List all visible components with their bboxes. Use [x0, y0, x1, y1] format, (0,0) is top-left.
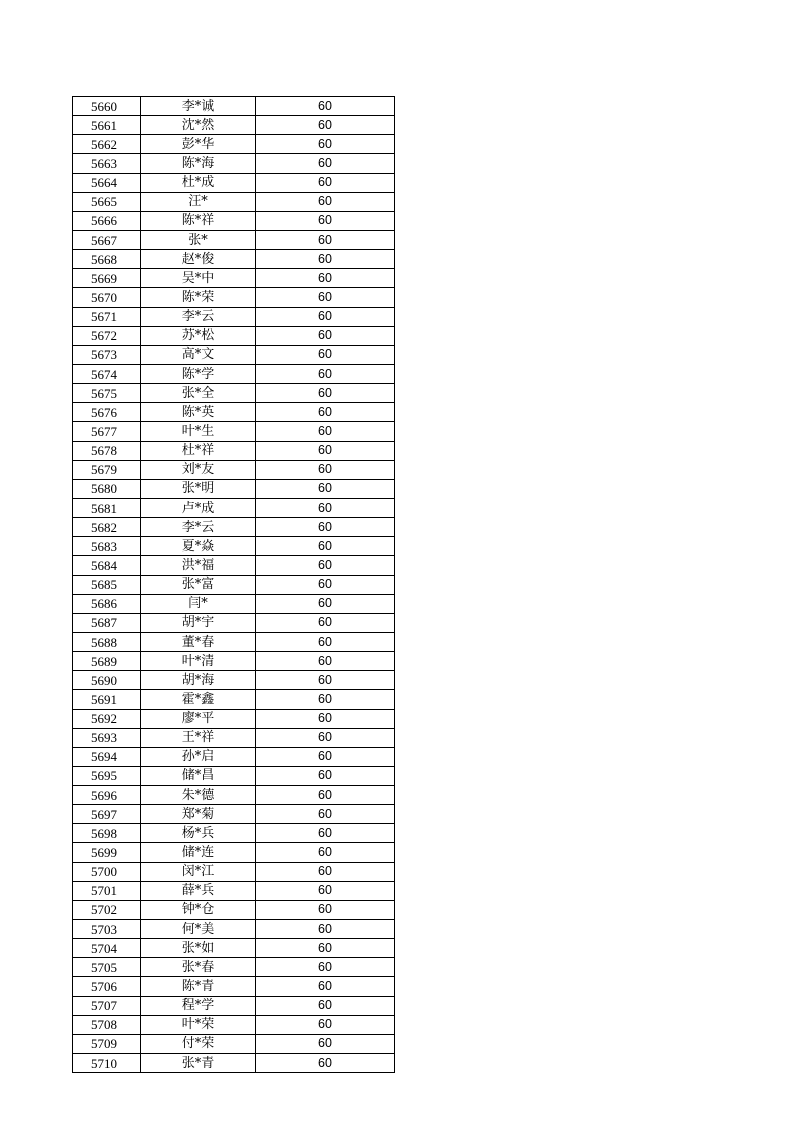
row-name-cell: 张*全	[141, 384, 256, 403]
table-row	[73, 786, 395, 805]
row-name-cell: 陈*海	[141, 154, 256, 173]
row-id-cell: 5685	[73, 575, 141, 594]
row-name-cell: 高*文	[141, 345, 256, 364]
table-row	[73, 709, 395, 728]
table-row	[73, 154, 395, 173]
row-id-cell: 5684	[73, 556, 141, 575]
row-name-cell: 霍*鑫	[141, 690, 256, 709]
row-id-cell: 5687	[73, 613, 141, 632]
row-id-cell: 5664	[73, 173, 141, 192]
table-row	[73, 250, 395, 269]
row-id-cell: 5670	[73, 288, 141, 307]
row-name-cell: 吴*中	[141, 269, 256, 288]
table-row	[73, 920, 395, 939]
row-name-cell: 张*	[141, 230, 256, 249]
row-score-cell: 60	[256, 766, 395, 785]
row-score-cell: 60	[256, 154, 395, 173]
row-score-cell: 60	[256, 479, 395, 498]
row-score-cell: 60	[256, 747, 395, 766]
table-row	[73, 652, 395, 671]
row-score-cell: 60	[256, 441, 395, 460]
row-score-cell: 60	[256, 690, 395, 709]
row-score-cell: 60	[256, 345, 395, 364]
row-score-cell: 60	[256, 498, 395, 517]
row-name-cell: 程*学	[141, 996, 256, 1015]
table-row	[73, 900, 395, 919]
row-id-cell: 5709	[73, 1034, 141, 1053]
table-row	[73, 537, 395, 556]
row-id-cell: 5705	[73, 958, 141, 977]
row-name-cell: 叶*荣	[141, 1015, 256, 1034]
row-name-cell: 杜*成	[141, 173, 256, 192]
table-row	[73, 632, 395, 651]
table-row	[73, 1015, 395, 1034]
row-id-cell: 5702	[73, 900, 141, 919]
row-name-cell: 陈*青	[141, 977, 256, 996]
row-score-cell: 60	[256, 518, 395, 537]
table-row	[73, 211, 395, 230]
row-id-cell: 5690	[73, 671, 141, 690]
table-row	[73, 690, 395, 709]
table-row	[73, 958, 395, 977]
row-id-cell: 5703	[73, 920, 141, 939]
table-row	[73, 345, 395, 364]
table-row	[73, 766, 395, 785]
row-id-cell: 5706	[73, 977, 141, 996]
table-row	[73, 326, 395, 345]
row-id-cell: 5663	[73, 154, 141, 173]
row-id-cell: 5694	[73, 747, 141, 766]
row-name-cell: 汪*	[141, 192, 256, 211]
row-name-cell: 钟*仓	[141, 900, 256, 919]
row-id-cell: 5704	[73, 939, 141, 958]
row-id-cell: 5673	[73, 345, 141, 364]
row-name-cell: 陈*祥	[141, 211, 256, 230]
row-score-cell: 60	[256, 939, 395, 958]
table-row	[73, 97, 395, 116]
table-row	[73, 441, 395, 460]
row-id-cell: 5686	[73, 594, 141, 613]
row-id-cell: 5668	[73, 250, 141, 269]
row-name-cell: 胡*海	[141, 671, 256, 690]
table-row	[73, 135, 395, 154]
row-name-cell: 何*美	[141, 920, 256, 939]
table-row	[73, 939, 395, 958]
row-id-cell: 5682	[73, 518, 141, 537]
row-name-cell: 赵*俊	[141, 250, 256, 269]
row-id-cell: 5710	[73, 1054, 141, 1073]
row-score-cell: 60	[256, 326, 395, 345]
row-score-cell: 60	[256, 422, 395, 441]
row-id-cell: 5693	[73, 728, 141, 747]
row-name-cell: 张*富	[141, 575, 256, 594]
table-row	[73, 556, 395, 575]
table-row	[73, 881, 395, 900]
table-row	[73, 728, 395, 747]
row-name-cell: 洪*福	[141, 556, 256, 575]
table-row	[73, 996, 395, 1015]
row-score-cell: 60	[256, 613, 395, 632]
row-id-cell: 5681	[73, 498, 141, 517]
row-score-cell: 60	[256, 211, 395, 230]
row-score-cell: 60	[256, 97, 395, 116]
row-name-cell: 叶*生	[141, 422, 256, 441]
table-row	[73, 403, 395, 422]
table-row	[73, 805, 395, 824]
table-row	[73, 862, 395, 881]
row-score-cell: 60	[256, 881, 395, 900]
table-row	[73, 288, 395, 307]
row-score-cell: 60	[256, 575, 395, 594]
table-row	[73, 307, 395, 326]
row-name-cell: 郑*菊	[141, 805, 256, 824]
table-row	[73, 1054, 395, 1073]
table-row	[73, 498, 395, 517]
row-name-cell: 杨*兵	[141, 824, 256, 843]
row-id-cell: 5697	[73, 805, 141, 824]
row-id-cell: 5672	[73, 326, 141, 345]
row-score-cell: 60	[256, 996, 395, 1015]
row-name-cell: 朱*德	[141, 786, 256, 805]
row-score-cell: 60	[256, 958, 395, 977]
row-score-cell: 60	[256, 1015, 395, 1034]
row-score-cell: 60	[256, 709, 395, 728]
table-row	[73, 230, 395, 249]
row-score-cell: 60	[256, 805, 395, 824]
row-name-cell: 刘*友	[141, 460, 256, 479]
row-id-cell: 5688	[73, 632, 141, 651]
table-row	[73, 422, 395, 441]
row-score-cell: 60	[256, 116, 395, 135]
row-score-cell: 60	[256, 403, 395, 422]
row-name-cell: 张*如	[141, 939, 256, 958]
row-id-cell: 5699	[73, 843, 141, 862]
row-score-cell: 60	[256, 728, 395, 747]
row-id-cell: 5660	[73, 97, 141, 116]
row-id-cell: 5665	[73, 192, 141, 211]
row-name-cell: 王*祥	[141, 728, 256, 747]
row-name-cell: 夏*焱	[141, 537, 256, 556]
table-row	[73, 173, 395, 192]
row-id-cell: 5698	[73, 824, 141, 843]
row-score-cell: 60	[256, 824, 395, 843]
row-name-cell: 沈*然	[141, 116, 256, 135]
score-table	[72, 96, 395, 1073]
row-id-cell: 5674	[73, 364, 141, 383]
row-id-cell: 5662	[73, 135, 141, 154]
table-row	[73, 671, 395, 690]
row-id-cell: 5691	[73, 690, 141, 709]
row-score-cell: 60	[256, 230, 395, 249]
row-id-cell: 5675	[73, 384, 141, 403]
row-name-cell: 叶*清	[141, 652, 256, 671]
row-name-cell: 闵*江	[141, 862, 256, 881]
row-id-cell: 5679	[73, 460, 141, 479]
row-score-cell: 60	[256, 652, 395, 671]
score-table-body	[73, 97, 395, 1073]
row-score-cell: 60	[256, 556, 395, 575]
row-score-cell: 60	[256, 364, 395, 383]
row-name-cell: 董*春	[141, 632, 256, 651]
row-name-cell: 张*明	[141, 479, 256, 498]
row-score-cell: 60	[256, 786, 395, 805]
row-name-cell: 薛*兵	[141, 881, 256, 900]
row-id-cell: 5695	[73, 766, 141, 785]
row-id-cell: 5708	[73, 1015, 141, 1034]
row-name-cell: 李*诚	[141, 97, 256, 116]
row-name-cell: 张*青	[141, 1054, 256, 1073]
row-score-cell: 60	[256, 307, 395, 326]
row-id-cell: 5689	[73, 652, 141, 671]
row-name-cell: 张*春	[141, 958, 256, 977]
row-score-cell: 60	[256, 192, 395, 211]
table-row	[73, 594, 395, 613]
table-row	[73, 824, 395, 843]
row-id-cell: 5678	[73, 441, 141, 460]
row-score-cell: 60	[256, 594, 395, 613]
row-id-cell: 5692	[73, 709, 141, 728]
row-id-cell: 5669	[73, 269, 141, 288]
row-name-cell: 胡*宇	[141, 613, 256, 632]
row-score-cell: 60	[256, 250, 395, 269]
row-id-cell: 5667	[73, 230, 141, 249]
row-name-cell: 陈*英	[141, 403, 256, 422]
row-score-cell: 60	[256, 977, 395, 996]
row-score-cell: 60	[256, 900, 395, 919]
row-id-cell: 5700	[73, 862, 141, 881]
table-row	[73, 613, 395, 632]
row-score-cell: 60	[256, 862, 395, 881]
table-row	[73, 116, 395, 135]
row-score-cell: 60	[256, 1054, 395, 1073]
table-row	[73, 518, 395, 537]
row-name-cell: 苏*松	[141, 326, 256, 345]
row-name-cell: 卢*成	[141, 498, 256, 517]
table-row	[73, 192, 395, 211]
row-score-cell: 60	[256, 537, 395, 556]
row-id-cell: 5680	[73, 479, 141, 498]
row-id-cell: 5696	[73, 786, 141, 805]
row-id-cell: 5707	[73, 996, 141, 1015]
table-row	[73, 479, 395, 498]
table-row	[73, 575, 395, 594]
row-name-cell: 闫*	[141, 594, 256, 613]
row-name-cell: 储*昌	[141, 766, 256, 785]
row-id-cell: 5677	[73, 422, 141, 441]
row-name-cell: 李*云	[141, 518, 256, 537]
table-row	[73, 460, 395, 479]
row-id-cell: 5666	[73, 211, 141, 230]
row-id-cell: 5683	[73, 537, 141, 556]
row-score-cell: 60	[256, 288, 395, 307]
row-score-cell: 60	[256, 460, 395, 479]
row-score-cell: 60	[256, 384, 395, 403]
row-score-cell: 60	[256, 269, 395, 288]
row-name-cell: 杜*祥	[141, 441, 256, 460]
row-name-cell: 储*连	[141, 843, 256, 862]
row-name-cell: 付*荣	[141, 1034, 256, 1053]
row-score-cell: 60	[256, 632, 395, 651]
table-row	[73, 843, 395, 862]
row-id-cell: 5676	[73, 403, 141, 422]
row-id-cell: 5701	[73, 881, 141, 900]
table-row	[73, 747, 395, 766]
row-name-cell: 廖*平	[141, 709, 256, 728]
row-score-cell: 60	[256, 920, 395, 939]
row-name-cell: 李*云	[141, 307, 256, 326]
row-score-cell: 60	[256, 1034, 395, 1053]
row-id-cell: 5661	[73, 116, 141, 135]
row-score-cell: 60	[256, 671, 395, 690]
row-score-cell: 60	[256, 843, 395, 862]
row-name-cell: 孙*启	[141, 747, 256, 766]
row-score-cell: 60	[256, 135, 395, 154]
row-name-cell: 彭*华	[141, 135, 256, 154]
table-row	[73, 364, 395, 383]
table-row	[73, 1034, 395, 1053]
row-score-cell: 60	[256, 173, 395, 192]
row-id-cell: 5671	[73, 307, 141, 326]
table-row	[73, 977, 395, 996]
row-name-cell: 陈*学	[141, 364, 256, 383]
row-name-cell: 陈*荣	[141, 288, 256, 307]
table-row	[73, 269, 395, 288]
table-row	[73, 384, 395, 403]
